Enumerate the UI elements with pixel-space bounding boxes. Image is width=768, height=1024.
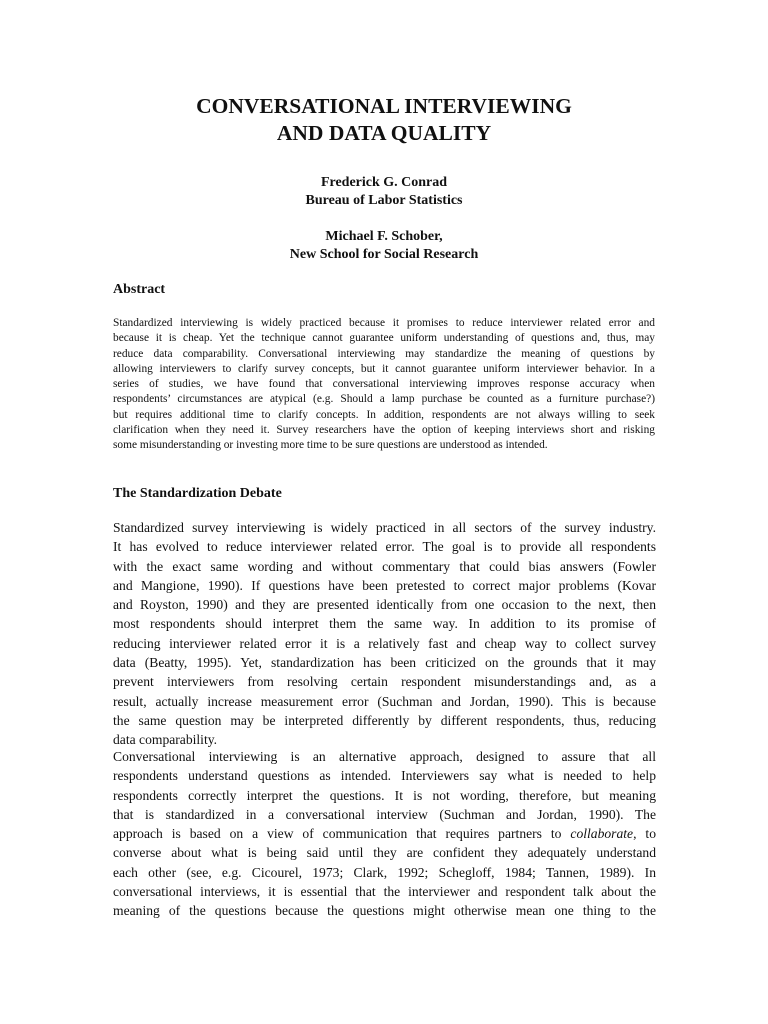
line-text: , to xyxy=(633,826,656,842)
author-name: Frederick G. Conrad xyxy=(320,175,448,190)
abstract-line: reduce data comparability. Conversational interviewing may standardize the meaning of questions by xyxy=(113,347,655,360)
paragraph-line: meaning of the questions because the questions might otherwise mean one thing to the xyxy=(113,903,656,919)
paragraph-line: converse about what is being said until they are confident they adequately understand xyxy=(113,845,656,861)
title-line-2: AND DATA QUALITY xyxy=(276,121,492,145)
paragraph-line: Standardized survey interviewing is widely practiced in all sectors of the survey industry. xyxy=(113,520,656,535)
paragraph-line: with the exact same wording and without commentary that could bias answers (Fowler xyxy=(113,558,656,574)
abstract-body xyxy=(113,316,655,454)
abstract-line: Standardized interviewing is widely practiced because it promises to reduce interviewer related error and xyxy=(113,317,655,329)
paragraph-line: that is standardized in a conversational interview (Suchman and Jordan, 1990). The xyxy=(113,806,656,822)
author-affiliation: Bureau of Labor Statistics xyxy=(305,193,463,208)
paragraph-line: conversational interviews, it is essential that the interviewer and respondent talk about the xyxy=(113,884,656,900)
abstract-line: series of studies, we have found that conversational interviewing improves response accuracy when xyxy=(113,378,655,391)
title-line-1: CONVERSATIONAL INTERVIEWING xyxy=(196,94,572,118)
paragraph-line: Conversational interviewing is an alternative approach, designed to assure that all xyxy=(113,749,656,764)
paragraph-line: most respondents should interpret them the same way. In addition to its promise of xyxy=(113,616,656,632)
paragraph-line: data comparability. xyxy=(113,732,218,748)
paragraph-line: data (Beatty, 1995). Yet, standardization has been criticized on the grounds that it may xyxy=(113,655,656,671)
abstract-heading: Abstract xyxy=(113,282,166,297)
paragraph-line: respondents correctly interpret the questions. It is not wording, therefore, but meaning xyxy=(113,787,656,803)
body-paragraph-2 xyxy=(113,747,656,921)
abstract-line: respondents’ circumstances are atypical (e.g. Should a lamp purchase be counted as a furniture purchase?) xyxy=(113,393,655,406)
author-block-1 xyxy=(0,174,768,210)
author-name: Michael F. Schober, xyxy=(325,229,443,244)
section-heading: The Standardization Debate xyxy=(113,486,282,501)
paragraph-line: respondents understand questions as intended. Interviewers say what is needed to help xyxy=(113,768,656,784)
abstract-line: clarification when they need it. Survey researchers have the option of keeping interviews short and risking xyxy=(113,424,655,437)
paragraph-line: result, actually increase measurement error (Suchman and Jordan, 1990). This is because xyxy=(113,693,656,709)
paragraph-line-with-emphasis xyxy=(113,824,656,843)
paragraph-line: and Mangione, 1990). If questions have been pretested to correct major problems (Kovar xyxy=(113,577,656,593)
abstract-line: some misunderstanding or investing more time to be sure questions are understood as intended. xyxy=(113,439,548,452)
emphasized-word: collaborate xyxy=(570,826,634,842)
paragraph-line: prevent interviewers from resolving certain respondent misunderstandings and, as a xyxy=(113,674,656,690)
abstract-line: allowing interviewers to clarify survey concepts, but it cannot guarantee uniform interviewer behavior. In a xyxy=(113,362,655,375)
paper-title xyxy=(0,93,768,147)
paragraph-line: and Royston, 1990) and they are presented identically from one occasion to the next, then xyxy=(113,597,656,613)
paragraph-line: reducing interviewer related error it is a relatively fast and cheap way to collect survey xyxy=(113,635,656,651)
body-paragraph-1 xyxy=(113,518,656,750)
line-text: approach is based on a view of communication that requires partners to xyxy=(113,826,562,842)
paragraph-line: the same question may be interpreted differently by different respondents, thus, reducing xyxy=(113,712,656,728)
paragraph-line: each other (see, e.g. Cicourel, 1973; Clark, 1992; Schegloff, 1984; Tannen, 1989). In xyxy=(113,864,656,880)
author-block-2 xyxy=(0,228,768,264)
paragraph-line: It has evolved to reduce interviewer related error. The goal is to provide all respondents xyxy=(113,539,656,555)
abstract-line: but requires additional time to clarify concepts. In addition, respondents are not always willing to seek xyxy=(113,408,655,421)
abstract-line: because it is cheap. Yet the technique cannot guarantee uniform understanding of questions and, thus, may xyxy=(113,332,655,345)
author-affiliation: New School for Social Research xyxy=(289,247,479,262)
